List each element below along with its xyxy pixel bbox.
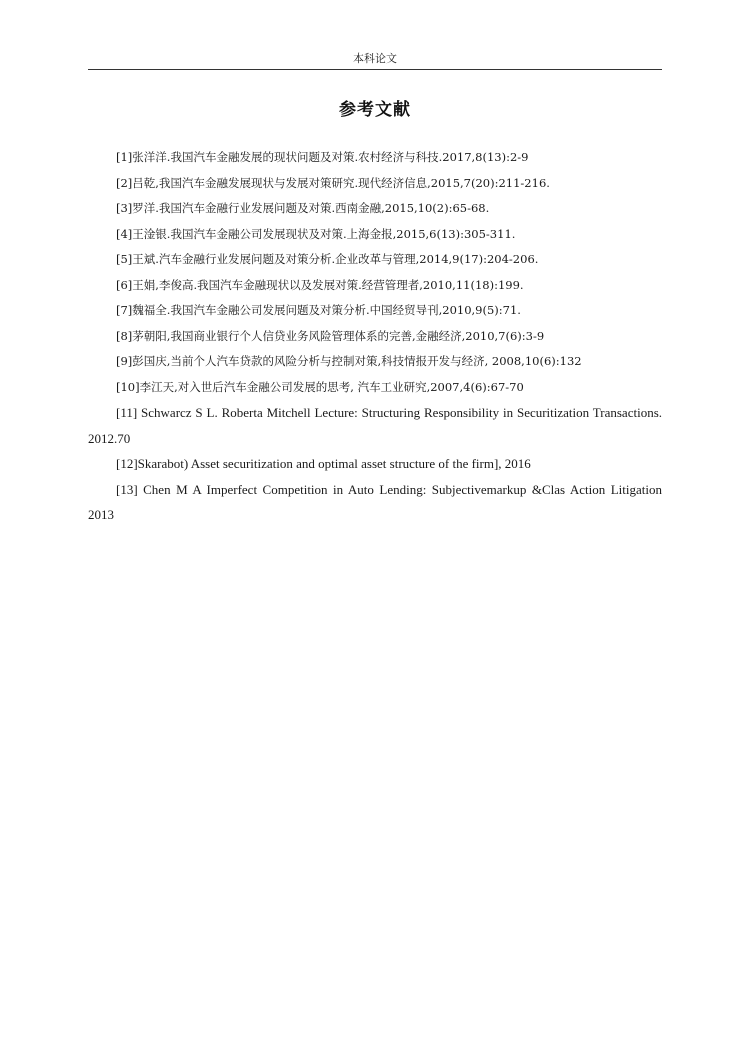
reference-item: [7]魏福全.我国汽车金融公司发展问题及对策分析.中国经贸导刊,2010,9(5):71. bbox=[116, 303, 521, 317]
running-header: 本科论文 bbox=[353, 52, 397, 65]
header-divider bbox=[88, 69, 662, 70]
reference-item: [5]王斌.汽车金融行业发展问题及对策分析.企业改革与管理,2014,9(17):204-206. bbox=[116, 252, 539, 266]
reference-item: [6]王娟,李俊高.我国汽车金融现状以及发展对策.经营管理者,2010,11(18):199. bbox=[116, 277, 524, 292]
reference-item: [10]李江天,对入世后汽车金融公司发展的思考, 汽车工业研究,2007,4(6):67-70 bbox=[116, 379, 524, 394]
reference-item: [1]张洋洋.我国汽车金融发展的现状问题及对策.农村经济与科技.2017,8(13):2-9 bbox=[116, 150, 529, 164]
reference-list bbox=[88, 145, 662, 528]
reference-item: [11] Schwarcz S L. Roberta Mitchell Lecture: Structuring Responsibility in Securitization Transactions. 2012.70 bbox=[88, 405, 662, 446]
reference-item: [9]彭国庆,当前个人汽车贷款的风险分析与控制对策,科技情报开发与经济, 2008,10(6):132 bbox=[116, 354, 582, 368]
reference-item: [13] Chen M A Imperfect Competition in Auto Lending: Subjectivemarkup &Clas Action Litigation 2013 bbox=[88, 481, 662, 522]
page-title: 参考文献 bbox=[339, 100, 411, 120]
reference-item: [8]茅朝阳,我国商业银行个人信贷业务风险管理体系的完善,金融经济,2010,7(6):3-9 bbox=[116, 328, 545, 343]
reference-item: [12]Skarabot) Asset securitization and optimal asset structure of the firm], 2016 bbox=[116, 456, 531, 471]
reference-item: [4]王淦银.我国汽车金融公司发展现状及对策.上海金报,2015,6(13):305-311. bbox=[116, 226, 516, 241]
reference-item: [2]吕乾,我国汽车金融发展现状与发展对策研究.现代经济信息,2015,7(20):211-216. bbox=[116, 175, 550, 190]
reference-item: [3]罗洋.我国汽车金融行业发展问题及对策.西南金融,2015,10(2):65-68. bbox=[116, 201, 490, 215]
